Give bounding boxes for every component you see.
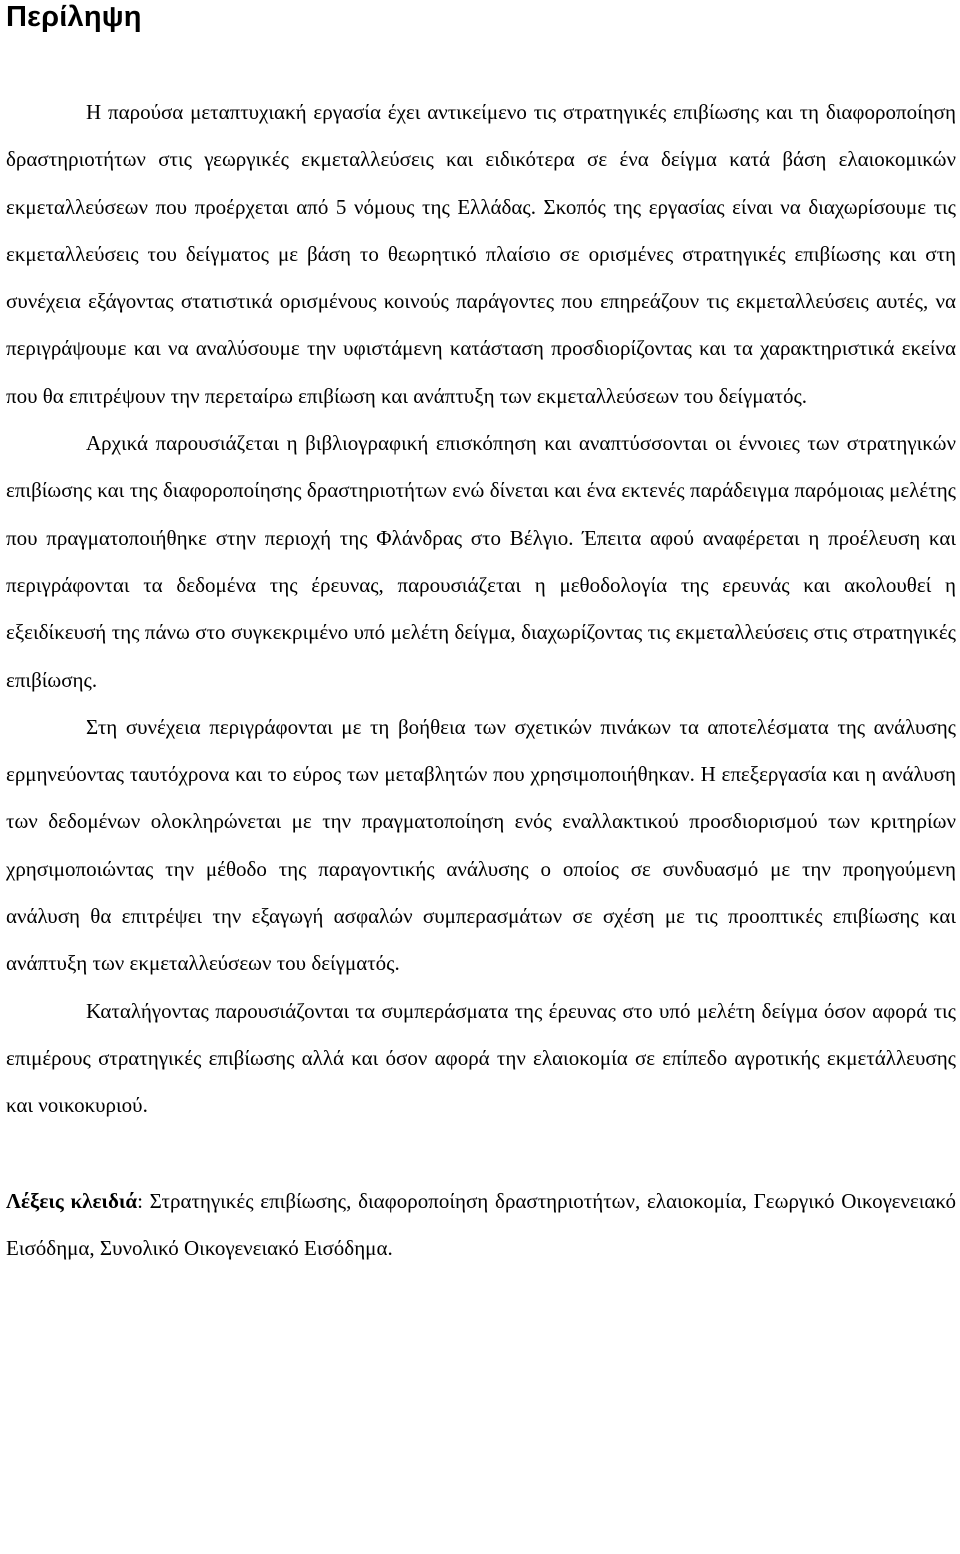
abstract-paragraph-4: Καταλήγοντας παρουσιάζονται τα συμπεράσματα της έρευνας στο υπό μελέτη δείγμα όσον αφορά τις επιμέρους στρατηγικές επιβίωσης αλλά και όσον αφορά την ελαιοκομία σε επίπεδο αγροτικής εκμετάλλευσης και νοικοκυριού. [6,998,956,1118]
abstract-paragraph-3: Στη συνέχεια περιγράφονται με τη βοήθεια των σχετικών πινάκων τα αποτελέσματα της ανάλυσης ερμηνεύοντας ταυτόχρονα και το εύρος των μεταβλητών που χρησιμοποιήθηκαν. Η επεξεργασία και η ανάλυση των δεδομένων ολοκληρώνεται με την πραγματοποίηση ενός εναλλακτικού προσδιορισμού των κριτηρίων χρησιμοποιώντας την μέθοδο της παραγοντικής ανάλυσης ο οποίος σε συνδυασμό με την προηγούμενη ανάλυση θα επιτρέψει την εξαγωγή ασφαλών συμπερασμάτων σε σχέση με τις προοπτικές επιβίωσης και ανάπτυξη των εκμεταλλεύσεων του δείγματός. [6,714,956,976]
abstract-paragraph-2: Αρχικά παρουσιάζεται η βιβλιογραφική επισκόπηση και αναπτύσσονται οι έννοιες των στρατηγικών επιβίωσης και της διαφοροποίησης δραστηριοτήτων ενώ δίνεται και ένα εκτενές παράδειγμα παρόμοιας μελέτης που πραγματοποιήθηκε στην περιοχή της Φλάνδρας στο Βέλγιο. Έπειτα αφού αναφέρεται η προέλευση και περιγράφονται τα δεδομένα της έρευνας, παρουσιάζεται η μεθοδολογία της ερευνάς και ακολουθεί η εξειδίκευσή της πάνω στο συγκεκριμένο υπό μελέτη δείγμα, διαχωρίζοντας τις εκμεταλλεύσεις στις στρατηγικές επιβίωσης. [6,431,956,692]
abstract-paragraph-1: Η παρούσα μεταπτυχιακή εργασία έχει αντικείμενο τις στρατηγικές επιβίωσης και τη διαφοροποίηση δραστηριοτήτων στις γεωργικές εκμεταλλεύσεις και ειδικότερα σε ένα δείγμα κατά βάση ελαιοκομικών εκμεταλλεύσεων που προέρχεται από 5 νόμους της Ελλάδας. Σκοπός της εργασίας είναι να διαχωρίσουμε τις εκμεταλλεύσεις του δείγματος με βάση το θεωρητικό πλαίσιο σε ορισμένες στρατηγικές επιβίωσης και στη συνέχεια εξάγοντας στατιστικά ορισμένους κοινούς παράγοντες που επηρεάζουν τις εκμεταλλεύσεις αυτές, να περιγράψουμε και να αναλύσουμε την υφιστάμενη κατάσταση προσδιορίζοντας και τα χαρακτηριστικά εκείνα που θα επιτρέψουν την περεταίρω επιβίωση και ανάπτυξη των εκμεταλλεύσεων του δείγματός. [6,100,956,408]
keywords-text: Στρατηγικές επιβίωσης, διαφοροποίηση δραστηριοτήτων, ελαιοκομία, Γεωργικό Οικογενειακό Εισόδημα, Συνολικό Οικογενειακό Εισόδημα. [6,1188,956,1260]
page-title: Περίληψη [6,1,142,33]
keywords-line [6,1178,956,1273]
keywords-separator: : [137,1188,143,1213]
document-page [6,0,956,1272]
keywords-label: Λέξεις κλειδιά [6,1188,138,1213]
